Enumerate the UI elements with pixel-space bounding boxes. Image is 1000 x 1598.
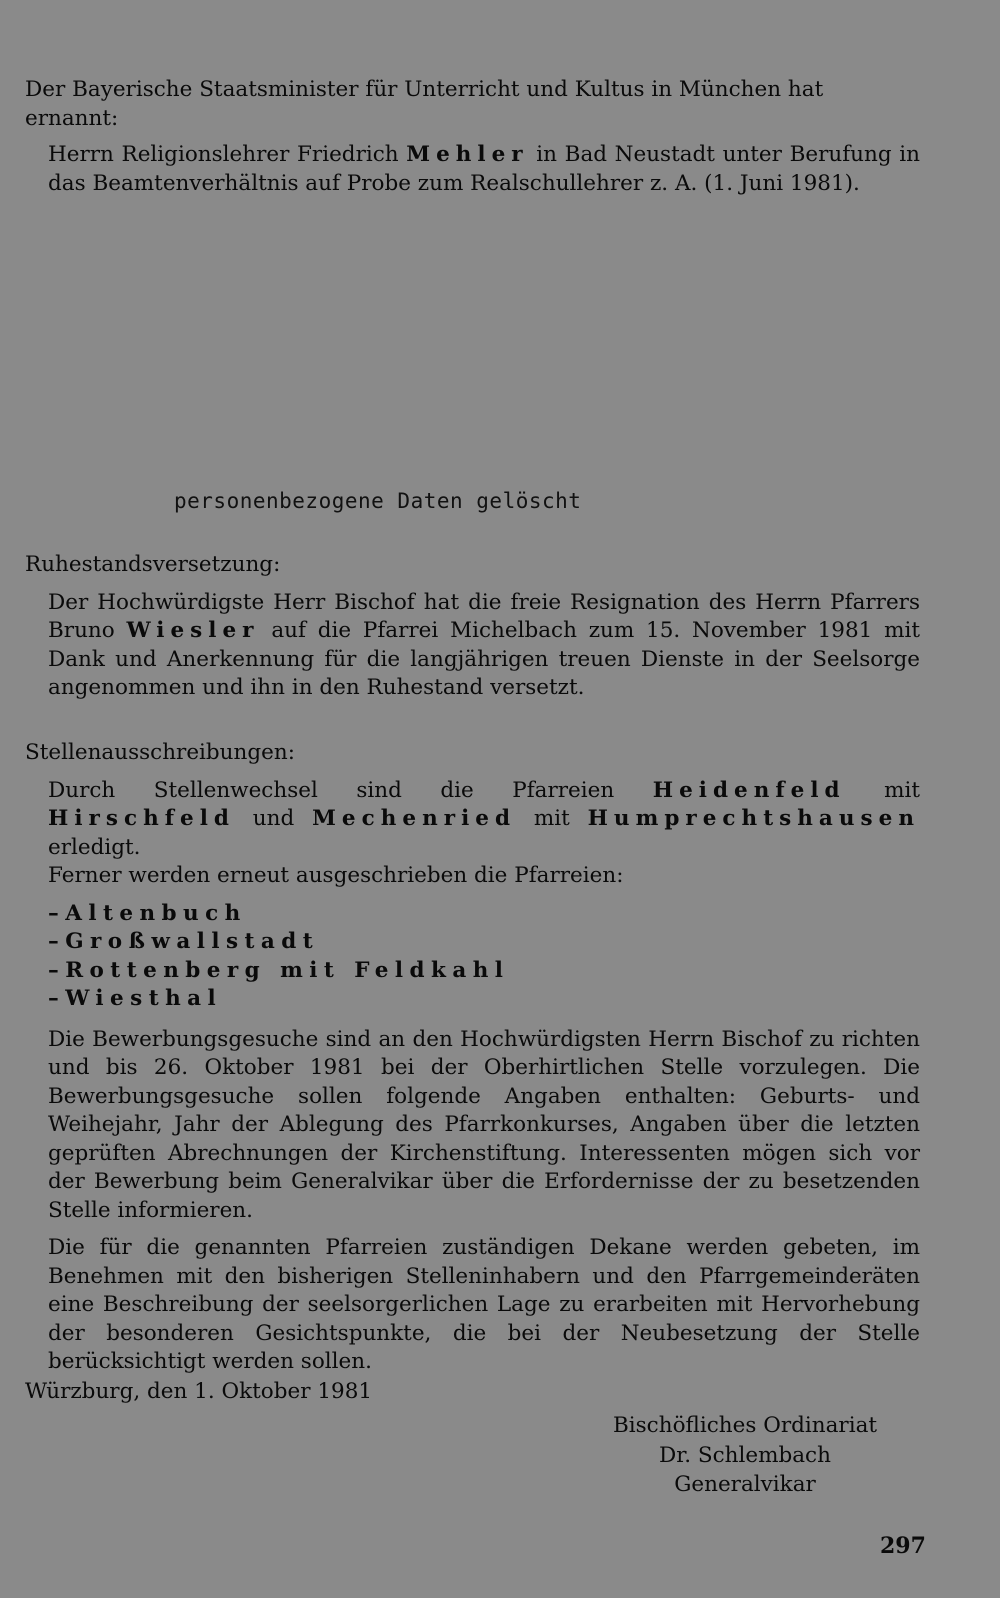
signature-line-3: Generalvikar xyxy=(674,1472,816,1497)
stellen-paragraph-3: Die für die genannten Pfarreien zuständigen Dekane werden gebeten, im Benehmen mit den bisherigen Stelleninhabern und den Pfarrgemeinderäten eine Beschreibung der seelsorgerlichen Lage zu erarbeiten mit Hervorhebung der besonderen Gesichtspunkte, die bei der Neubesetzung der Stelle berücksichtigt werden sollen. xyxy=(48,1235,920,1374)
text-run: mit xyxy=(516,806,588,831)
intro-line: Der Bayerische Staatsminister für Unterricht und Kultus in München hat ernannt: xyxy=(25,77,824,131)
parish-name: Hirschfeld xyxy=(48,806,235,831)
ruhestand-heading: Ruhestandsversetzung: xyxy=(25,552,281,577)
list-item: –Altenbuch xyxy=(48,900,247,926)
signature-block xyxy=(560,1411,930,1500)
redaction-stamp: personenbezogene Daten gelöscht xyxy=(174,489,582,513)
text-run: und xyxy=(234,806,313,831)
intro-section xyxy=(25,76,920,198)
intro-body-text-end: in Bad Neustadt unter Berufung in das Beamtenverhältnis auf Probe zum Realschullehrer z. A. (1. Juni 1981). xyxy=(48,142,920,196)
stellen-paragraph-2: Die Bewerbungsgesuche sind an den Hochwürdigsten Herrn Bischof zu richten und bis 26. Oktober 1981 bei der Oberhirtlichen Stelle vorzulegen. Die Bewerbungsgesuche sollen folgende Angaben enthalten: Geburts- und Weihejahr, Jahr der Ablegung des Pfarrkonkurses, Angaben über die letzten geprüften Abrechnungen der Kirchenstiftung. Interessenten mögen sich vor der Bewerbung beim Generalvikar über die Erfordernisse der zu besetzenden Stelle informieren. xyxy=(48,1026,920,1223)
stellen-ferner: Ferner werden erneut ausgeschrieben die Pfarreien: xyxy=(48,863,624,888)
place-date: Würzburg, den 1. Oktober 1981 xyxy=(25,1379,373,1404)
list-item: –Rottenberg mit Feldkahl xyxy=(48,957,510,983)
text-run: mit xyxy=(845,777,920,803)
stellen-section xyxy=(25,739,920,1377)
ruhestand-section xyxy=(25,551,920,703)
ruhestand-body-text: Der Hochwürdigste Herr Bischof hat die freie Resignation des Herrn Pfarrers Bruno xyxy=(48,589,920,643)
stellen-intro xyxy=(25,777,920,863)
list-item: –Wiesthal xyxy=(48,986,223,1011)
signature-line-1: Bischöfliches Ordinariat xyxy=(612,1413,878,1438)
parish-name: Humprechtshausen xyxy=(587,806,920,831)
ruhestand-body xyxy=(25,589,920,703)
page-number: 297 xyxy=(880,1533,926,1559)
parish-list xyxy=(25,900,920,1014)
ruhestand-body-text-end: auf die Pfarrei Michelbach zum 15. November 1981 mit Dank und Anerkennung für die langjährigen treuen Dienste in der Seelsorge angenommen und ihn in den Ruhestand versetzt. xyxy=(48,618,920,700)
intro-body xyxy=(25,141,920,198)
intro-body-text: Herrn Religionslehrer Friedrich xyxy=(48,142,407,167)
text-run: Durch Stellenwechsel sind die Pfarreien xyxy=(48,777,653,803)
intro-name: Mehler xyxy=(406,142,529,167)
ruhestand-name: Wiesler xyxy=(126,618,260,643)
stellen-heading: Stellenausschreibungen: xyxy=(25,740,295,765)
list-item: –Großwallstadt xyxy=(48,929,320,954)
parish-name: Mechenried xyxy=(312,806,517,831)
text-run: erledigt. xyxy=(48,834,141,860)
signature-line-2: Dr. Schlembach xyxy=(659,1442,831,1468)
parish-name: Heidenfeld xyxy=(652,777,846,803)
